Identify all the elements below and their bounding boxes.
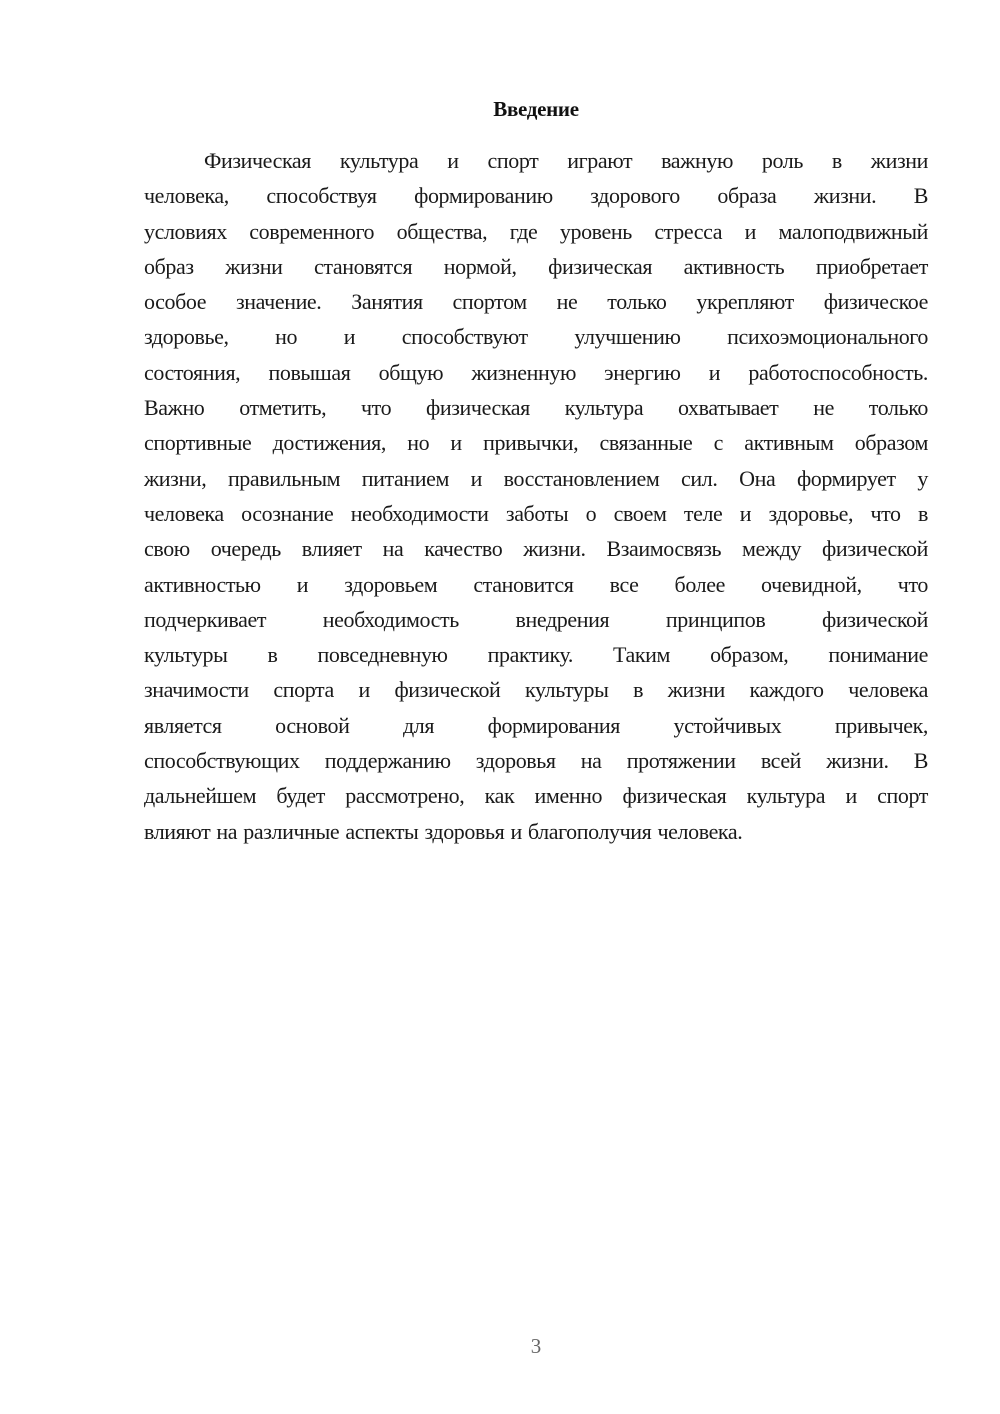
paragraph-line: Физическая культура и спорт играют важную роль в жизни [204, 148, 928, 173]
paragraph-line: особое значение. Занятия спортом не только укрепляют физическое [144, 289, 928, 315]
paragraph-line: условиях современного общества, где уровень стресса и малоподвижный [144, 218, 928, 244]
paragraph-line: значимости спорта и физической культуры в жизни каждого человека [144, 677, 928, 703]
paragraph-line: жизни, правильным питанием и восстановлением сил. Она формирует у [144, 465, 928, 491]
paragraph-line: активностью и здоровьем становится все более очевидной, что [144, 571, 928, 597]
paragraph-line: здоровье, но и способствуют улучшению психоэмоционального [144, 324, 928, 350]
paragraph-line: человека, способствуя формированию здорового образа жизни. В [144, 183, 928, 209]
section-heading: Введение [493, 97, 579, 121]
paragraph-line: способствующих поддержанию здоровья на протяжении всей жизни. В [144, 748, 928, 774]
paragraph-line: Важно отметить, что физическая культура охватывает не только [144, 395, 928, 421]
paragraph-line: образ жизни становятся нормой, физическая активность приобретает [144, 253, 928, 279]
paragraph-line: подчеркивает необходимость внедрения принципов физической [144, 606, 928, 632]
paragraph-line: культуры в повседневную практику. Таким образом, понимание [144, 642, 928, 668]
paragraph-line: является основой для формирования устойчивых привычек, [144, 712, 928, 738]
paragraph-line: состояния, повышая общую жизненную энергию и работоспособность. [144, 359, 928, 385]
paragraph-line: свою очередь влияет на качество жизни. Взаимосвязь между физической [144, 536, 928, 562]
paragraph-line: человека осознание необходимости заботы о своем теле и здоровье, что в [144, 500, 928, 526]
page-number: 3 [530, 1334, 542, 1358]
paragraph-line: влияют на различные аспекты здоровья и благополучия человека. [144, 818, 743, 844]
paragraph-line: спортивные достижения, но и привычки, связанные с активным образом [144, 430, 928, 456]
paragraph-line: дальнейшем будет рассмотрено, как именно физическая культура и спорт [144, 783, 928, 809]
body-paragraph [144, 143, 928, 849]
